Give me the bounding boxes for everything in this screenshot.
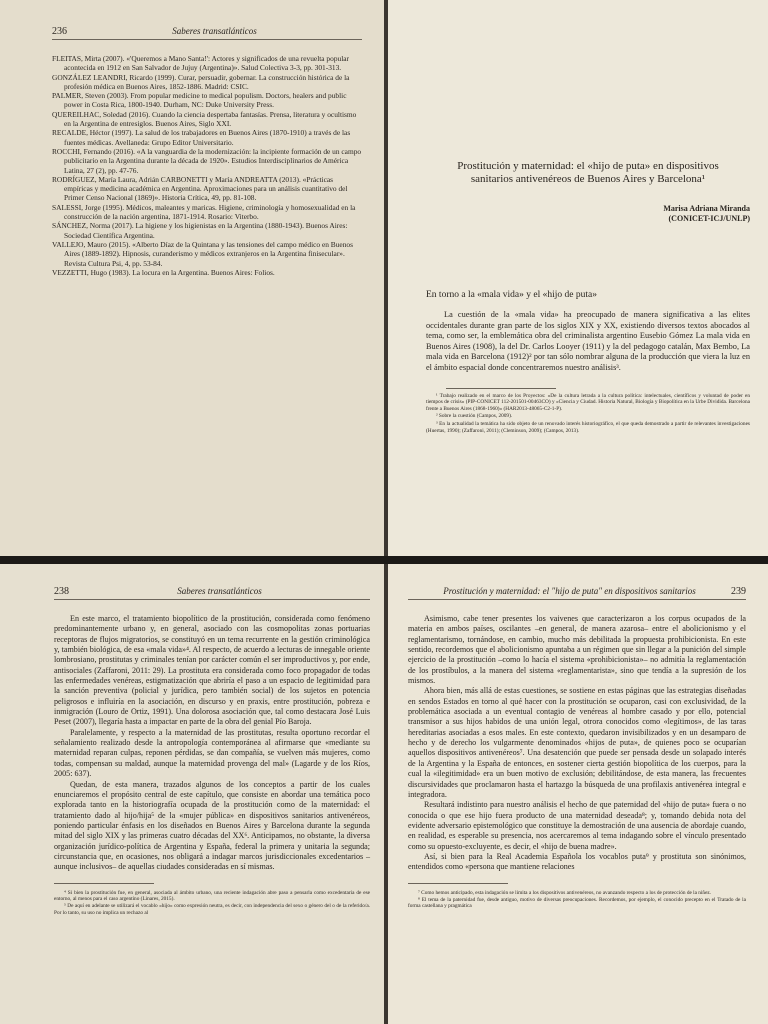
reference-entry: PALMER, Steven (2003). From popular medicine to medical populism. Doctors, healers and public power in Costa Rica, 1800-1940. Durham, NC: Duke University Press. bbox=[52, 91, 347, 110]
page-number: 239 bbox=[731, 586, 746, 597]
footnotes bbox=[426, 393, 750, 435]
page-gap bbox=[0, 556, 768, 564]
reference-list bbox=[52, 54, 362, 277]
footnote: ² Sobre la cuestión (Campos, 2009). bbox=[436, 413, 513, 420]
footnote-rule bbox=[54, 883, 154, 884]
paragraph: Paralelamente, y respecto a la maternidad de las prostitutas, resulta oportuno recordar el señalamiento realizado desde la antropología contemporánea al afirmarse que «mediante su maternidad reparan culpas, reponen pérdidas, se dan compañía, se vuelven más mujeres, como todas, compensan su maldad, aunque la maternidad provenga del mal» (Lagarde y de los Ríos, 2005: 637). bbox=[54, 727, 370, 779]
footnotes bbox=[54, 890, 370, 917]
footnote-rule bbox=[408, 883, 508, 884]
running-head: Saberes transatlánticos bbox=[177, 586, 262, 596]
page-header bbox=[408, 586, 746, 600]
reference-entry: GONZÁLEZ LEANDRI, Ricardo (1999). Curar, persuadir, gobernar. La construcción histórica de la profesión médica en Buenos Aires, 1852-1886. Madrid: CSIC. bbox=[52, 72, 350, 91]
page-239 bbox=[388, 564, 768, 1024]
footnote: ³ En la actualidad la temática ha sido objeto de un renovado interés historiográfico, el que queda demostrado a partir de relevantes investigaciones (Huertas, 1990); (Zaffaroni, 2011); (Cleminson, 2009); (Campos, 2013). bbox=[426, 420, 750, 434]
reference-entry: ROCCHI, Fernando (2016). «A la vanguardia de la modernización: la incipiente formación de un campo publicitario en la Argentina durante la década de 1920». Estudios Interdisciplinarios de América Latina, 27 (2), pp. 47-76. bbox=[52, 146, 362, 175]
page-number: 238 bbox=[54, 586, 69, 597]
page-236 bbox=[0, 0, 384, 556]
reference-entry: SÁNCHEZ, Norma (2017). La higiene y los higienistas en la Argentina (1880-1943). Buenos Aires: Sociedad Científica Argentina. bbox=[52, 221, 348, 240]
reference-entry: FLEITAS, Mirta (2007). «'Queremos a Mano Santa!': Actores y significados de una revuelta popular acontecida en 1912 en San Salvador de Jujuy (Argentina)». Salud Colectiva 3-3, pp. 301-313. bbox=[52, 54, 350, 73]
paragraph: Asimismo, cabe tener presentes los vaivenes que caracterizaron a los corpus ocupados de la materia en ambos países, oscilantes –en general, de manera azarosa– entre el abolicionismo y el reglamentarismo, tornándose, en cambio, mucho más debilitada la propuesta prohibicionista. En este sentido, recordemos que el abolicionismo apuntaba a un régimen que sin llegar a la punición del simple ejercicio de la prostitución –como lo hacía el sistema «prohibicionista»– no admitía la reglamentación de los prostíbulos, a la manera del sistema «reglamentarista», sino que tendía a la supresión de los mismos. bbox=[408, 614, 746, 686]
paragraph: Quedan, de esta manera, trazados algunos de los conceptos a partir de los cuales enunciaremos el propósito central de este capítulo, que consiste en abordar una temática poco explorada tanto en la historiografía ocupada de la prostitución como de la maternidad: el tratamiento dado al hijo/hija⁵ de la «mujer pública» en dispositivos sanitarios antivenéreos, poniendo particular énfasis en los diseñados en Buenos Aires y Barcelona durante la segunda mitad del siglo XIX y las primeras cuatro décadas del XX⁶. Anticipamos, no obstante, la diversa organización jurídico-política de Argentina y España, federal la primera y unitaria la segunda; circunstancia que, en ocasiones, nos obligará a indagar marcos jurisdiccionales excedentarios –aunque inclusivos– de aquellas ciudades consideradas en sí mismas. bbox=[54, 779, 370, 872]
footnote: ⁷ Como hemos anticipado, esta indagación se limita a los dispositivos antivenéreos, no avanzando respecto a los de protección de la niñez. bbox=[418, 889, 712, 896]
chapter-title: Prostitución y maternidad: el «hijo de puta» en dispositivos sanitarios antivenéreos de Buenos Aires y Barcelona¹ bbox=[457, 160, 719, 185]
reference-entry: SALESSI, Jorge (1995). Médicos, maleantes y maricas. Higiene, criminología y homosexualidad en la construcción de la nación argentina, 1871-1914. Rosario: Viterbo. bbox=[52, 202, 356, 222]
paragraph: Ahora bien, más allá de estas cuestiones, se sostiene en estas páginas que las estrategias diseñadas en sendos Estados en torno al qué hacer con la prostitución se ocuparon, casi con exclusividad, de la problemática asociada a un eventual contagio de venéreas al hombre casado y por ello, potencial transmisor a sus hijos habidos de una unión legal, otrora conocidos como «legítimos», de las taras hereditarias asociadas a esos males. En este contexto, quedaron invisibilizados y en un desamparo de hecho y de derecho los vulgarmente denominados «hijos de puta», de quienes poco se ocuparían aquellos dispositivos antivenéreos⁷. Una desatención que puede ser pensada desde un solapado interés de la Argentina y la España de entonces, en sostener cierta gestión biopolítica de los cuerpos, para la cual la «ilegitimidad» era un buen motivo de exclusión; debilitándose, de esta manera, las frecuentes discursividades que proclamaron hasta el hartazgo la búsqueda de una profilaxis antivenérea integral e integradora. bbox=[408, 686, 746, 799]
author-affiliation: (CONICET-ICJ/UNLP) bbox=[668, 214, 750, 223]
page-header bbox=[54, 586, 370, 600]
body-text bbox=[54, 614, 370, 873]
running-head: Saberes transatlánticos bbox=[172, 26, 257, 36]
author-block bbox=[426, 204, 750, 224]
paragraph: En este marco, el tratamiento biopolítico de la prostitución, considerada como fenómeno predominantemente urbano y, en general, asociado con las cosmopolitas zonas portuarias receptoras de flujos migratorios, se constituyó en un tema recurrente en la gestión criminológica y, también biológica, de esa «mala vida»⁴. Al respecto, de acuerdo a lecturas de innegable oriente lombrosiano, prostitutas y criminales tenían por carácter común el ser improductivos y, por ende, antisociales (Zaffaroni, 2011: 29). La prostituta era considerada como foco propagador de todas las enfermedades venéreas, estigmatización que abriría el paso a un espacio de legitimidad para la sanción preventiva (policial y jurídica, pero también social) de los sujetos en potencia peligrosos e influiría en la asociación, en discurso y en praxis, entre prostitución, pobreza e inmigración (Louro de Ortiz, 1991). Una dolorosa asociación que, tal como destacara José Luis Peset (2007), llegaría hasta a impactar en parte de la obra del genial Pío Baroja. bbox=[54, 614, 370, 727]
running-head: Prostitución y maternidad: el "hijo de puta" en dispositivos sanitarios bbox=[443, 586, 696, 596]
page-237 bbox=[388, 0, 768, 556]
reference-entry: QUEREILHAC, Soledad (2016). Cuando la ciencia despertaba fantasías. Prensa, literatura y ocultismo en la Argentina de entresiglos. Buenos Aires, Siglo XXI. bbox=[52, 109, 357, 129]
page-header bbox=[52, 26, 362, 40]
page-number: 236 bbox=[52, 26, 67, 37]
body-text bbox=[408, 614, 746, 873]
paragraph: Resultará indistinto para nuestro análisis el hecho de que paternidad del «hijo de puta» fuera o no conocida o que ese hijo fuera producto de una maternidad deseada⁸; y, tomando debida nota del evidente adversario epistemológico que constituye la demostración de una ausencia de abordaje cuando, en realidad, es esperable su presencia, nos acercaremos al tema indagando sobre el vínculo presentado como su opuesto-excluyente, es decir, el «hijo de buena madre». bbox=[408, 800, 746, 851]
footnote: ⁵ De aquí en adelante se utilizará el vocablo «hijo» como expresión neutra, es decir, con independencia del sexo o género del o de la referido/a. Por lo tanto, su uso no implica un rechazo al bbox=[54, 903, 370, 916]
page-238 bbox=[0, 564, 384, 1024]
reference-entry: VEZZETTI, Hugo (1983). La locura en la Argentina. Buenos Aires: Folios. bbox=[52, 267, 275, 277]
footnotes bbox=[408, 890, 746, 910]
section-heading: En torno a la «mala vida» y el «hijo de puta» bbox=[426, 290, 597, 300]
body-text bbox=[426, 310, 750, 374]
reference-entry: VALLEJO, Mauro (2015). «Alberto Díaz de la Quintana y las tensiones del campo médico en Buenos Aires (1889-1892). Hipnosis, curanderismo y médicos extranjeros en la Argentina finisecular». Revista Cultura Psi, 4, pp. 53-84. bbox=[52, 239, 353, 268]
footnote: ¹ Trabajo realizado en el marco de los Proyectos: «De la cultura letrada a la cultura política: intelectuales, científicos y voluntad de poder en tiempos de crisis» (PIP-CONICET 112-201501-00463CO) y «Ciencia y Ciudad. Historia Natural, Biología y Biopolítica en la Urbe Dividida. Barcelona frente a Buenos Aires (1868-1960)» (HAR2013-48065-C2-1-P). bbox=[426, 392, 750, 412]
paragraph: La cuestión de la «mala vida» ha preocupado de manera significativa a las elites occidentales durante gran parte de los siglos XIX y XX, existiendo diversos textos abocados al tema, como ser, la emblemática obra del criminalista argentino Eusebio Gómez La mala vida en Buenos Aires (1908), la del Dr. Carlos Looyer (1911) y la del pedagogo catalán, Max Bembo, La mala vida en Barcelona (1912)² por tan sólo nombrar alguna de la producción que viera la luz en el ámbito espacial donde concentraremos nuestro análisis³. bbox=[426, 310, 750, 372]
reference-entry: RODRÍGUEZ, María Laura, Adrián CARBONETTI y María ANDREATTA (2013). «Prácticas empíricas y medicina académica en Argentina. Aproximaciones para un análisis cuantitativo del Primer Censo Nacional (1869)». Historia Crítica, 49, pp. 81-108. bbox=[52, 174, 348, 203]
author-name: Marisa Adriana Miranda bbox=[663, 204, 750, 213]
footnote: ⁸ El tema de la paternidad fue, desde antiguo, motivo de diversas preocupaciones. Recordemos, por ejemplo, el conocido precepto en el Tratado de la forma castellana y pragmática bbox=[408, 897, 746, 910]
footnote: ⁴ Si bien la prostitución fue, en general, asociada al ámbito urbano, una reciente indagación abre paso a pensarla como excedentaria de ese entorno, al menos para el caso argentino (Linares, 2015). bbox=[54, 889, 370, 902]
paragraph: Así, si bien para la Real Academia Española los vocablos puta⁹ y prostituta son sinónimos, entendidos como «persona que mantiene relaciones bbox=[408, 851, 746, 872]
footnote-rule bbox=[446, 388, 556, 389]
reference-entry: RECALDE, Héctor (1997). La salud de los trabajadores en Buenos Aires (1870-1910) a través de las fuentes médicas. Avellaneda: Grupo Editor Universitario. bbox=[52, 128, 351, 147]
